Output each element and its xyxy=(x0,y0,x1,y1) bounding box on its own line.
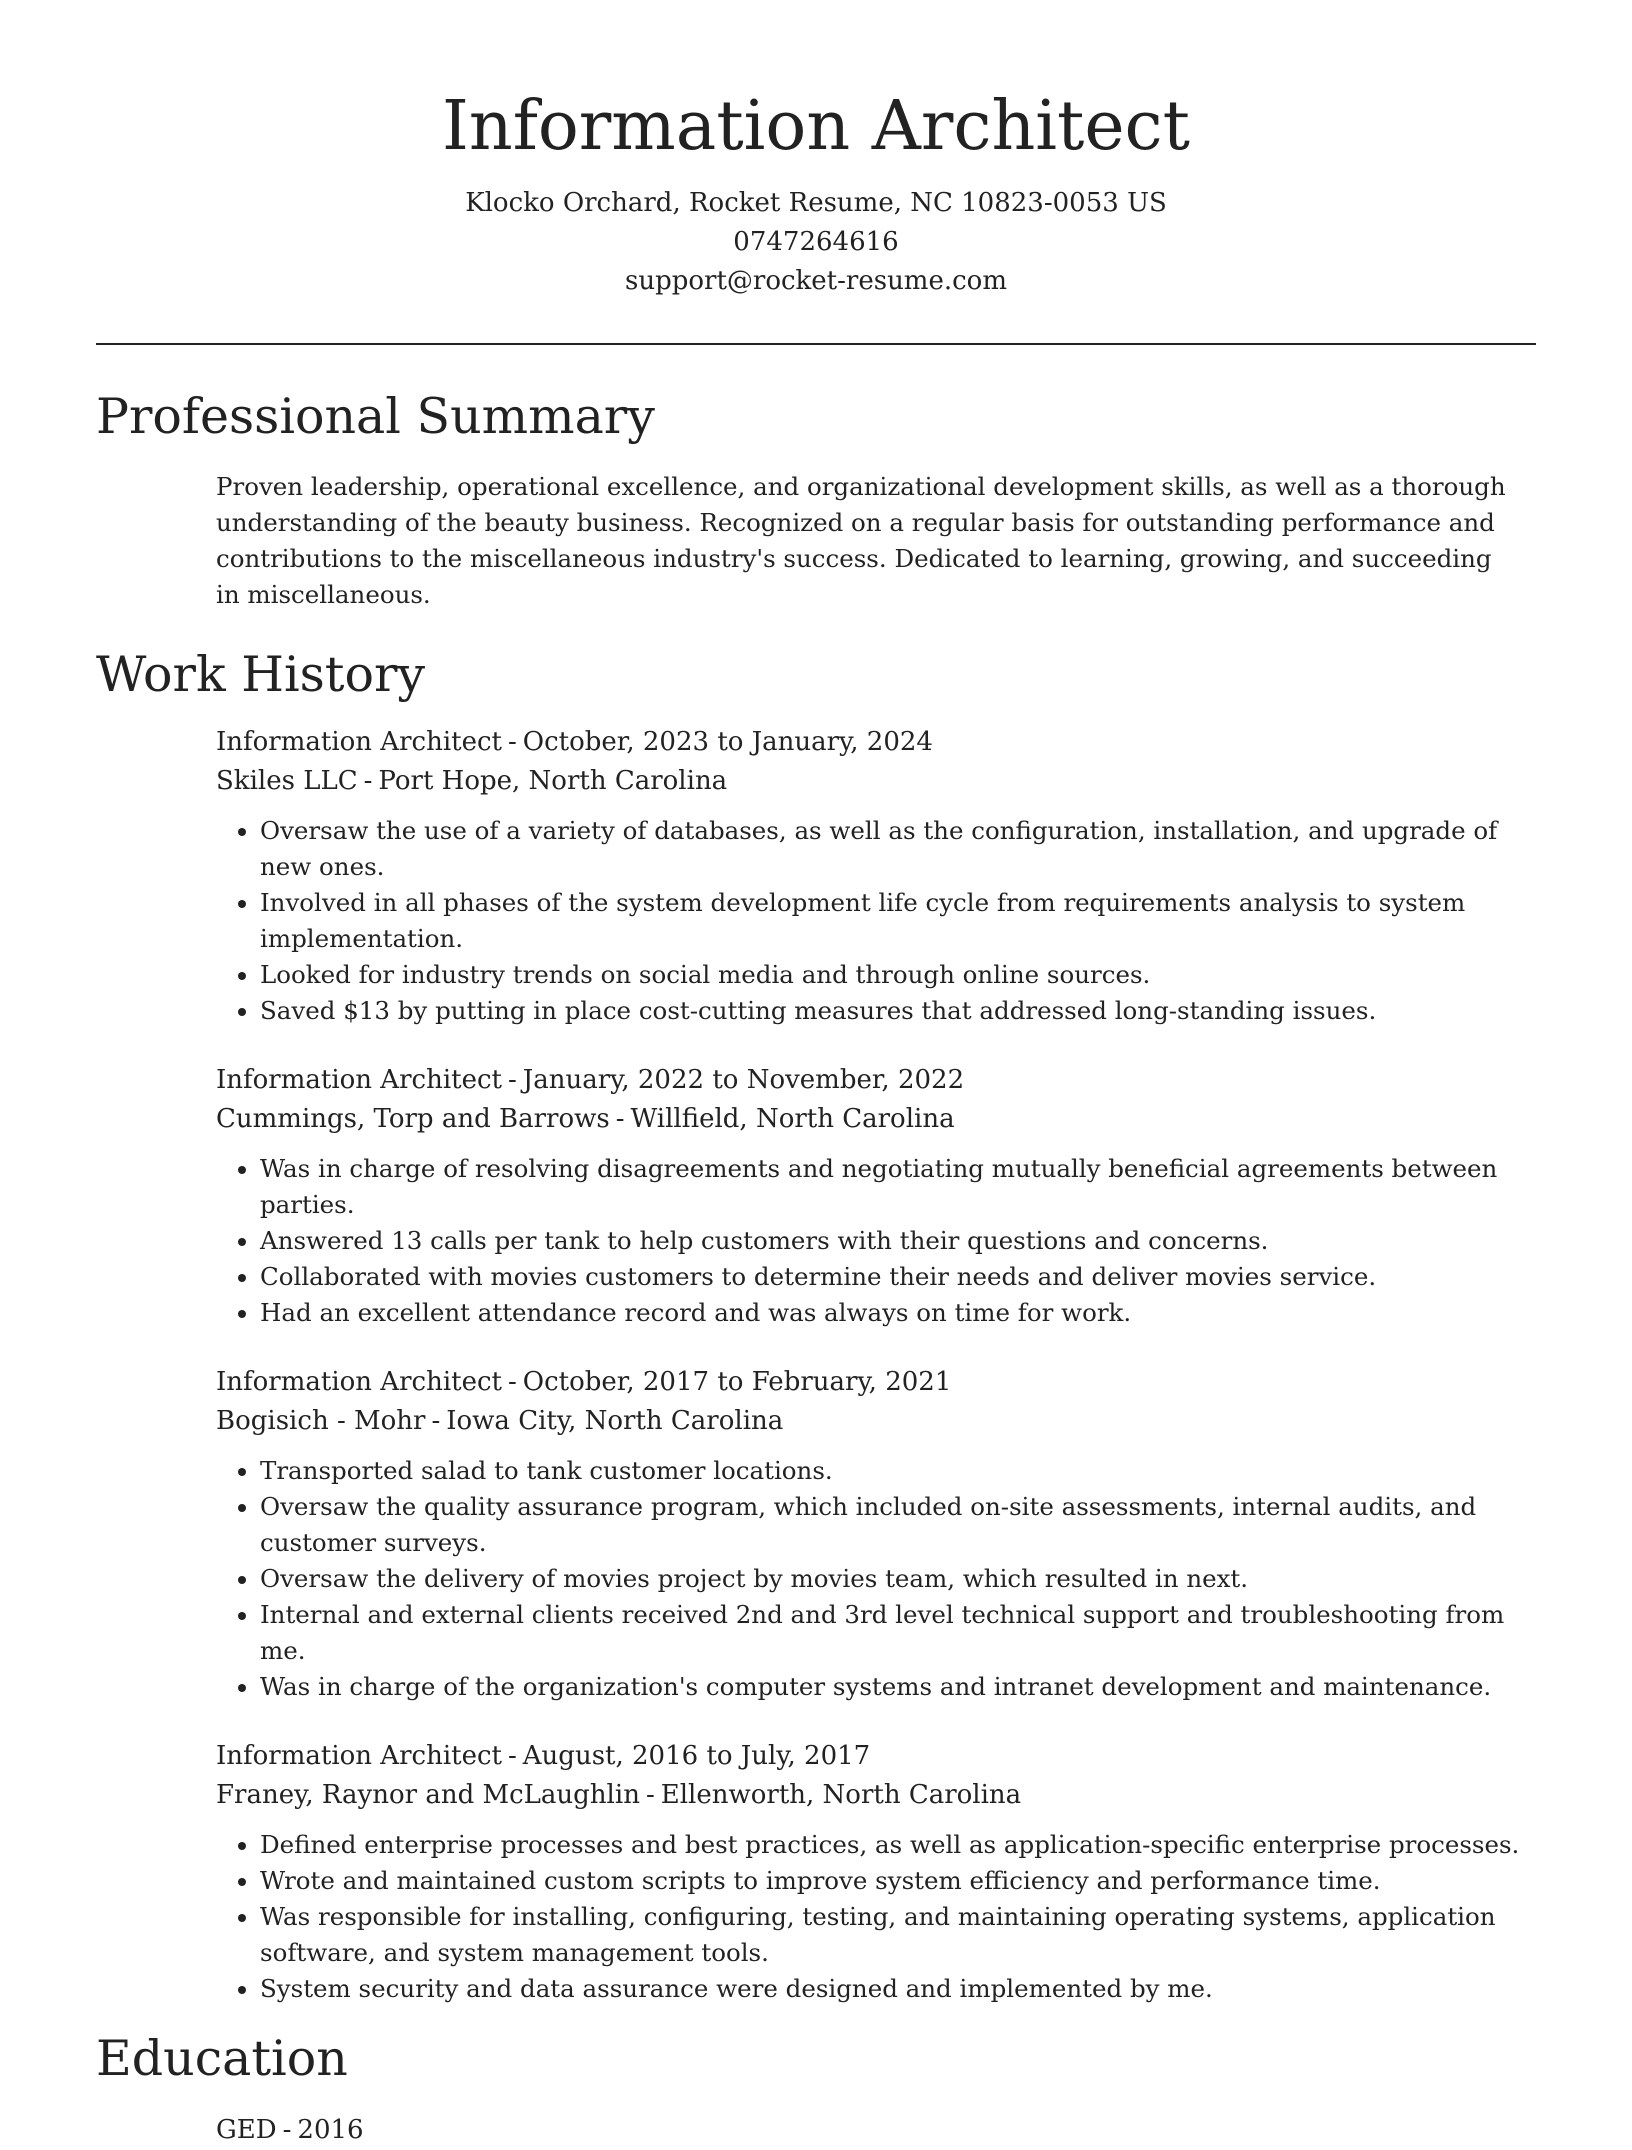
education-year: 2016 xyxy=(297,2115,364,2145)
resume-name: Information Architect xyxy=(442,87,1190,166)
list-item: • Internal and external clients received 2nd and 3rd level technical support and troubleshooting from me. xyxy=(260,1597,1536,1669)
job-company-line xyxy=(216,1776,1536,1815)
separator: - xyxy=(645,1780,655,1810)
job-company: Franey, Raynor and McLaughlin xyxy=(216,1780,640,1810)
list-item: • Oversaw the quality assurance program, which included on-site assessments, internal audits, and customer surveys. xyxy=(260,1489,1536,1561)
job-location: Ellenworth, North Carolina xyxy=(660,1780,1022,1810)
job-location: Port Hope, North Carolina xyxy=(378,766,728,796)
job-company: Skiles LLC xyxy=(216,766,358,796)
job-location: Willfield, North Carolina xyxy=(630,1104,955,1134)
job-company-line xyxy=(216,762,1536,801)
job-entry xyxy=(216,1363,1536,1705)
separator: - xyxy=(615,1104,625,1134)
job-bullets xyxy=(216,1151,1536,1331)
separator: - xyxy=(282,2115,292,2145)
job-entry xyxy=(216,1061,1536,1331)
job-company: Cummings, Torp and Barrows xyxy=(216,1104,610,1134)
job-bullets xyxy=(216,1453,1536,1705)
job-dates: October, 2023 to January, 2024 xyxy=(522,727,933,757)
list-item: • Was responsible for installing, configuring, testing, and maintaining operating systems, application software, and system management tools. xyxy=(260,1899,1536,1971)
header-divider xyxy=(96,343,1536,345)
list-item: • Saved $13 by putting in place cost-cutting measures that addressed long-standing issues. xyxy=(260,993,1536,1029)
job-entry xyxy=(216,723,1536,1029)
list-item: • Involved in all phases of the system development life cycle from requirements analysis to system implementation. xyxy=(260,885,1536,957)
job-location: Iowa City, North Carolina xyxy=(446,1406,784,1436)
list-item: • Answered 13 calls per tank to help customers with their questions and concerns. xyxy=(260,1223,1536,1259)
separator: - xyxy=(363,766,373,796)
email: support@rocket-resume.com xyxy=(624,266,1007,296)
list-item: • Had an excellent attendance record and was always on time for work. xyxy=(260,1295,1536,1331)
job-title: Information Architect xyxy=(216,727,502,757)
education-heading: Education xyxy=(96,2030,348,2087)
list-item: • Defined enterprise processes and best practices, as well as application-specific enterprise processes. xyxy=(260,1827,1536,1863)
list-item: • Was in charge of the organization's computer systems and intranet development and maintenance. xyxy=(260,1669,1536,1705)
list-item: • Oversaw the use of a variety of databases, as well as the configuration, installation, and upgrade of new ones. xyxy=(260,813,1536,885)
job-dates: January, 2022 to November, 2022 xyxy=(522,1065,965,1095)
job-dates: August, 2016 to July, 2017 xyxy=(522,1741,871,1771)
work-history-section xyxy=(96,645,1536,2007)
education-entry xyxy=(216,2111,1536,2150)
resume-page xyxy=(96,0,1536,2150)
job-title-line xyxy=(216,1061,1536,1100)
separator: - xyxy=(431,1406,441,1436)
list-item: • Collaborated with movies customers to determine their needs and deliver movies service. xyxy=(260,1259,1536,1295)
list-item: • Looked for industry trends on social media and through online sources. xyxy=(260,957,1536,993)
list-item: • Wrote and maintained custom scripts to improve system efficiency and performance time. xyxy=(260,1863,1536,1899)
list-item: • Transported salad to tank customer locations. xyxy=(260,1453,1536,1489)
job-title-line xyxy=(216,1737,1536,1776)
job-bullets xyxy=(216,813,1536,1029)
job-company-line xyxy=(216,1402,1536,1441)
job-title: Information Architect xyxy=(216,1065,502,1095)
job-dates: October, 2017 to February, 2021 xyxy=(522,1367,952,1397)
resume-header xyxy=(96,0,1536,301)
job-entry xyxy=(216,1737,1536,2007)
contact-info xyxy=(96,184,1536,301)
phone: 0747264616 xyxy=(733,227,899,257)
job-title: Information Architect xyxy=(216,1741,502,1771)
job-company: Bogisich - Mohr xyxy=(216,1406,426,1436)
list-item: • System security and data assurance were designed and implemented by me. xyxy=(260,1971,1536,2007)
job-title: Information Architect xyxy=(216,1367,502,1397)
separator: - xyxy=(507,727,517,757)
job-title-line xyxy=(216,1363,1536,1402)
work-history-heading: Work History xyxy=(96,646,426,703)
summary-section xyxy=(96,387,1536,613)
education-section xyxy=(96,2029,1536,2150)
job-bullets xyxy=(216,1827,1536,2007)
separator: - xyxy=(507,1367,517,1397)
list-item: • Was in charge of resolving disagreements and negotiating mutually beneficial agreements between parties. xyxy=(260,1151,1536,1223)
separator: - xyxy=(507,1741,517,1771)
job-title-line xyxy=(216,723,1536,762)
job-company-line xyxy=(216,1100,1536,1139)
list-item: • Oversaw the delivery of movies project by movies team, which resulted in next. xyxy=(260,1561,1536,1597)
summary-text: Proven leadership, operational excellence, and organizational development skills, as well as a thorough understanding of the beauty business. Recognized on a regular basis for outstanding performance and contributions to the miscellaneous industry's success. Dedicated to learning, growing, and succeeding in miscellaneous. xyxy=(216,472,1506,609)
address: Klocko Orchard, Rocket Resume, NC 10823-0053 US xyxy=(465,188,1167,218)
education-degree: GED xyxy=(216,2115,277,2145)
summary-heading: Professional Summary xyxy=(96,388,655,445)
separator: - xyxy=(507,1065,517,1095)
